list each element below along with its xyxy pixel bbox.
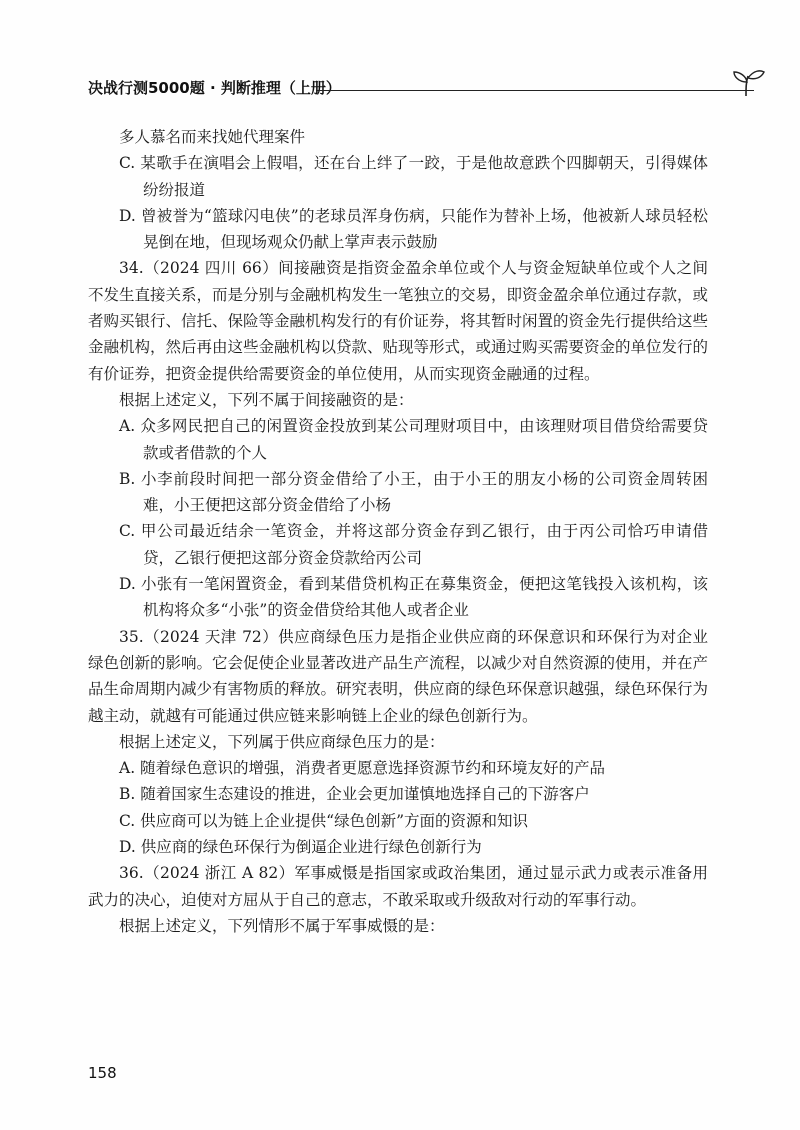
q36-stem: 36.（2024 浙江 A 82）军事威慑是指国家或政治集团，通过显示武力或表示准备用武力的决心，迫使对方屈从于自己的意志，不敢采取或升级敌对行动的军事行动。 <box>88 864 708 909</box>
header-rule <box>316 90 754 91</box>
q35-stem: 35.（2024 天津 72）供应商绿色压力是指企业供应商的环保意识和环保行为对企业绿色创新的影响。它会促使企业显著改进产品生产流程，以减少对自然资源的使用，并在产品生命周期内减少有害物质的释放。研究表明，供应商的绿色环保意识越强，绿色环保行为越主动，就越有可能通过供应链来影响链上企业的绿色创新行为。 <box>88 627 709 725</box>
q34-option-c: C. 甲公司最近结余一笔资金，并将这部分资金存到乙银行，由于丙公司恰巧申请借贷，乙银行便把这部分资金贷款给丙公司 <box>119 522 708 567</box>
page-number: 158 <box>88 1064 117 1082</box>
q34-option-d: D. 小张有一笔闲置资金，看到某借贷机构正在募集资金，便把这笔钱投入该机构，该机构将众多“小张”的资金借贷给其他人或者企业 <box>119 575 708 620</box>
q35-question: 根据上述定义，下列属于供应商绿色压力的是： <box>119 732 445 751</box>
q36-question: 根据上述定义，下列情形不属于军事威慑的是： <box>119 916 445 935</box>
q35-option-d: D. 供应商的绿色环保行为倒逼企业进行绿色创新行为 <box>119 838 482 857</box>
q35-option-b: B. 随着国家生态建设的推进，企业会更加谨慎地选择自己的下游客户 <box>119 785 590 804</box>
page-body <box>88 124 708 939</box>
running-header <box>88 78 688 108</box>
q34-question: 根据上述定义，下列不属于间接融资的是： <box>119 390 414 409</box>
continued-option-text: 多人慕名而来找她代理案件 <box>119 128 306 146</box>
q34-option-a: A. 众多网民把自己的闲置资金投放到某公司理财项目中，由该理财项目借贷给需要贷款或者借款的个人 <box>119 417 708 462</box>
sprout-icon <box>728 66 768 100</box>
q34-option-b: B. 小李前段时间把一部分资金借给了小王，由于小王的朋友小杨的公司资金周转困难，小王便把这部分资金借给了小杨 <box>119 469 708 515</box>
q33-option-d: D. 曾被誉为“篮球闪电侠”的老球员浑身伤病，只能作为替补上场，他被新人球员轻松晃倒在地，但现场观众仍献上掌声表示鼓励 <box>119 206 708 252</box>
q34-stem: 34.（2024 四川 66）间接融资是指资金盈余单位或个人与资金短缺单位或个人之间不发生直接关系，而是分别与金融机构发生一笔独立的交易，即资金盈余单位通过存款，或者购买银行、信托、保险等金融机构发行的有价证券，将其暂时闲置的资金先行提供给这些金融机构，然后再由这些金融机构以贷款、贴现等形式，或通过购买需要资金的单位发行的有价证券，把资金提供给需要资金的单位使用，从而实现资金融通的过程。 <box>88 259 709 383</box>
q35-option-c: C. 供应商可以为链上企业提供“绿色创新”方面的资源和知识 <box>119 811 529 830</box>
book-title: 决战行测5000题 · 判断推理（上册） <box>88 79 341 97</box>
q35-option-a: A. 随着绿色意识的增强，消费者更愿意选择资源节约和环境友好的产品 <box>119 759 606 778</box>
q33-option-c: C. 某歌手在演唱会上假唱，还在台上绊了一跤，于是他故意跌个四脚朝天，引得媒体纷纷报道 <box>119 154 708 199</box>
